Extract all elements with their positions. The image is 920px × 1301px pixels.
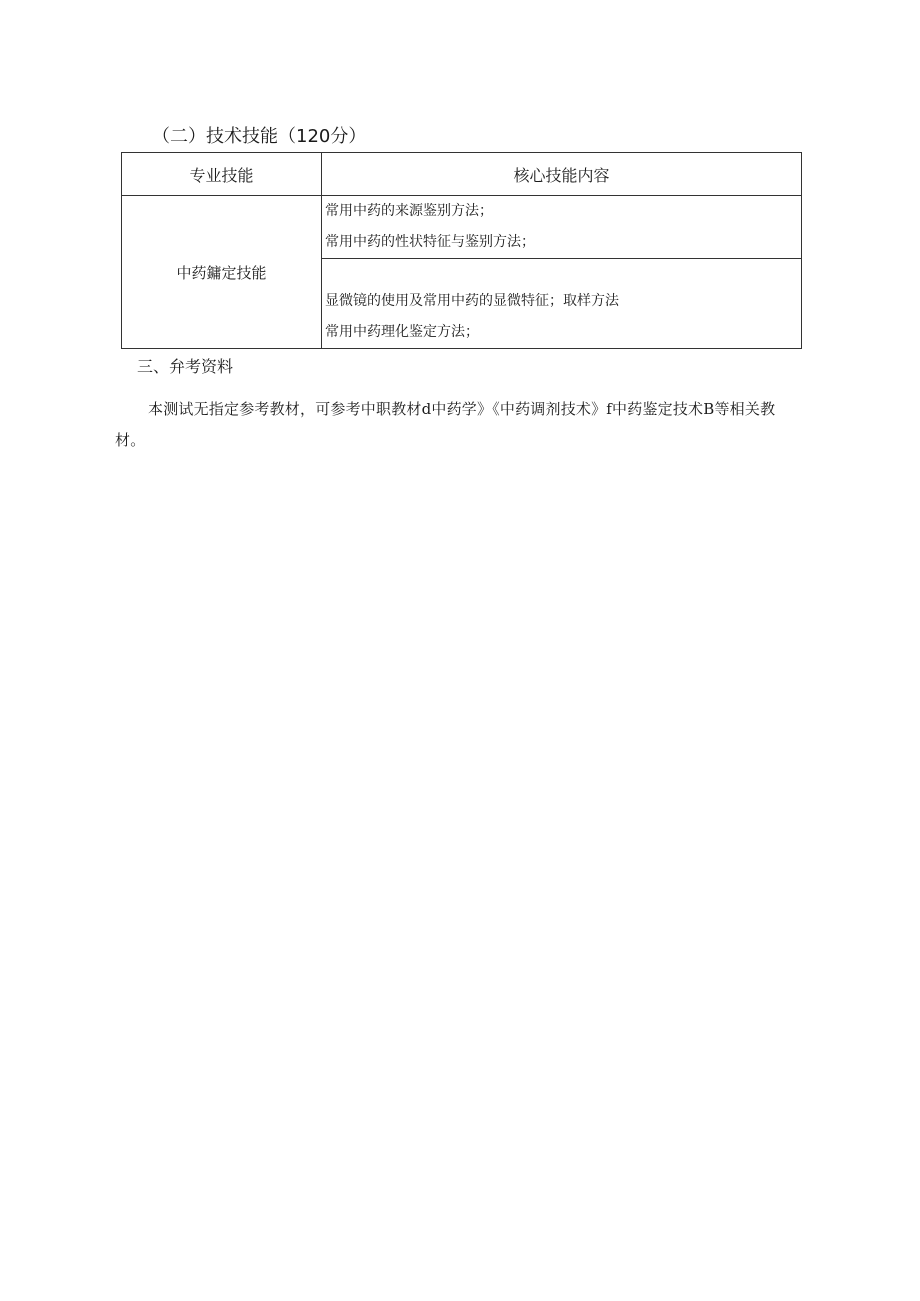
header-core-skill-content: 核心技能内容 xyxy=(322,153,802,196)
skill-content-line: 常用中药的来源鉴别方法； xyxy=(325,203,493,219)
reference-paragraph: 本测试无指定参考教材，可参考中职教材d中药学》《中药调剂技术》f中药鉴定技术B等相关教材。 xyxy=(115,400,776,449)
skill-content-cell xyxy=(322,259,802,349)
table-header-row xyxy=(122,153,802,196)
section-heading-technical-skills: （二）技术技能（120分） xyxy=(152,126,367,147)
skill-content-line: 常用中药理化鉴定方法； xyxy=(325,324,479,340)
table-row xyxy=(122,196,802,259)
skill-category-cell: 中药鏞定技能 xyxy=(122,196,322,349)
section-heading-reference-materials: 三、弁考资料 xyxy=(137,357,234,376)
skills-table xyxy=(121,152,802,349)
skill-content-cell xyxy=(322,196,802,259)
header-professional-skill: 专业技能 xyxy=(122,153,322,196)
skill-content-line: 显微镜的使用及常用中药的显微特征；取样方法 xyxy=(325,293,619,309)
skill-content-line: 常用中药的性状特征与鉴别方法； xyxy=(325,234,535,250)
